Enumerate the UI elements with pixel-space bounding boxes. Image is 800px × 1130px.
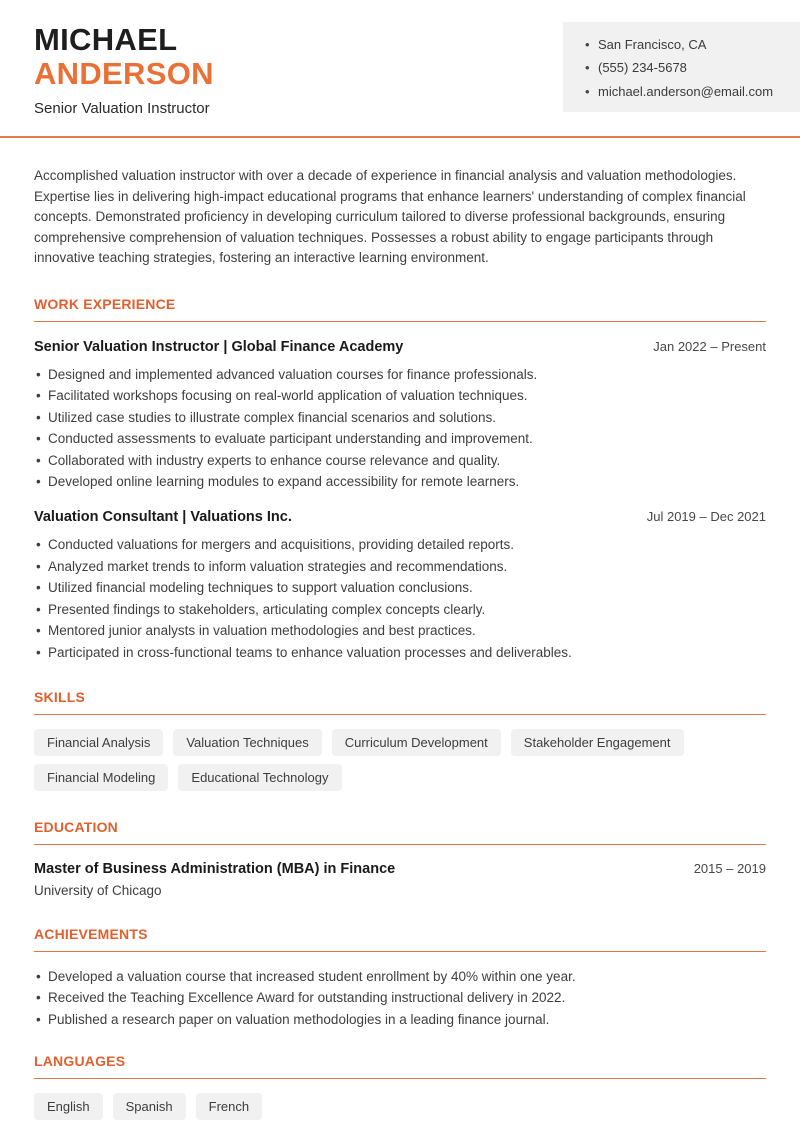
job-header bbox=[34, 339, 766, 355]
skill-tag: Curriculum Development bbox=[332, 729, 501, 756]
header-divider bbox=[0, 136, 800, 138]
language-tag: French bbox=[196, 1093, 262, 1120]
job-dates: Jan 2022 – Present bbox=[653, 338, 766, 354]
job-company: Valuations Inc. bbox=[190, 509, 292, 526]
achievement-bullet: • Received the Teaching Excellence Award for outstanding instructional delivery in 2022. bbox=[34, 989, 766, 1006]
job-bullet: • Conducted assessments to evaluate participant understanding and improvement. bbox=[34, 430, 766, 447]
section-title-work-experience: WORK EXPERIENCE bbox=[34, 296, 766, 322]
education-dates: 2015 – 2019 bbox=[693, 860, 766, 876]
contact-email bbox=[585, 80, 792, 103]
degree-title: Master of Business Administration (MBA) in Finance bbox=[34, 860, 396, 877]
achievement-bullet: • Developed a valuation course that increased student enrollment by 40% within one year. bbox=[34, 968, 766, 985]
job-bullet-list bbox=[34, 536, 766, 661]
contact-phone bbox=[585, 56, 792, 79]
job-bullet: • Facilitated workshops focusing on real-world application of valuation techniques. bbox=[34, 387, 766, 404]
skills-tag-list bbox=[34, 729, 766, 791]
skill-tag: Stakeholder Engagement bbox=[511, 729, 684, 756]
name-block bbox=[34, 23, 214, 117]
job-bullet: • Designed and implemented advanced valuation courses for finance professionals. bbox=[34, 366, 766, 383]
job-entry bbox=[34, 339, 766, 491]
job-dates: Jul 2019 – Dec 2021 bbox=[646, 509, 766, 525]
job-bullet: • Presented findings to stakeholders, articulating complex concepts clearly. bbox=[34, 601, 766, 618]
section-title-skills: SKILLS bbox=[34, 689, 766, 715]
job-bullet: • Collaborated with industry experts to enhance course relevance and quality. bbox=[34, 452, 766, 469]
contact-list bbox=[585, 33, 792, 103]
resume-header bbox=[0, 0, 800, 136]
pipe-separator: | bbox=[223, 338, 228, 355]
contact-panel bbox=[563, 22, 800, 112]
section-work-experience bbox=[34, 296, 766, 661]
education-header bbox=[34, 861, 766, 877]
job-bullet: • Conducted valuations for mergers and acquisitions, providing detailed reports. bbox=[34, 536, 766, 553]
section-languages bbox=[34, 1053, 766, 1120]
skill-tag: Valuation Techniques bbox=[173, 729, 321, 756]
contact-phone-text: (555) 234-5678 bbox=[598, 60, 687, 76]
resume-body bbox=[0, 166, 800, 1120]
job-bullet: • Mentored junior analysts in valuation methodologies and best practices. bbox=[34, 622, 766, 639]
languages-tag-list bbox=[34, 1093, 766, 1120]
skill-tag: Financial Modeling bbox=[34, 764, 168, 791]
section-education bbox=[34, 819, 766, 898]
achievements-bullet-list bbox=[34, 968, 766, 1028]
achievement-bullet: • Published a research paper on valuation methodologies in a leading finance journal. bbox=[34, 1011, 766, 1028]
section-skills bbox=[34, 689, 766, 791]
first-name: MICHAEL bbox=[34, 22, 178, 57]
job-bullet: • Participated in cross-functional teams to enhance valuation processes and deliverables. bbox=[34, 644, 766, 661]
job-header bbox=[34, 509, 766, 525]
section-title-languages: LANGUAGES bbox=[34, 1053, 766, 1079]
bullet-icon: • bbox=[585, 60, 590, 76]
skill-tag: Financial Analysis bbox=[34, 729, 163, 756]
language-tag: English bbox=[34, 1093, 103, 1120]
job-bullet: • Utilized case studies to illustrate complex financial scenarios and solutions. bbox=[34, 409, 766, 426]
summary-paragraph: Accomplished valuation instructor with over a decade of experience in financial analysis and valuation methodologies. Expertise lies in delivering high-impact educational programs that enhance learners' understanding of complex financial concepts. Demonstrated proficiency in developing curriculum tailored to diverse professional backgrounds, ensuring comprehensive comprehension of valuation techniques. Possesses a robust ability to engage participants through innovative teaching strategies, fostering an interactive learning environment. bbox=[34, 168, 746, 266]
job-company: Global Finance Academy bbox=[231, 338, 404, 355]
job-entry bbox=[34, 509, 766, 661]
bullet-icon: • bbox=[585, 37, 590, 52]
section-achievements bbox=[34, 926, 766, 1028]
skill-tag: Educational Technology bbox=[178, 764, 341, 791]
job-role: Senior Valuation Instructor bbox=[34, 338, 220, 355]
contact-location-text: San Francisco, CA bbox=[598, 37, 707, 52]
section-title-education: EDUCATION bbox=[34, 819, 766, 845]
header-job-title: Senior Valuation Instructor bbox=[34, 100, 210, 117]
language-tag: Spanish bbox=[113, 1093, 186, 1120]
contact-location bbox=[585, 33, 792, 56]
job-title-line bbox=[34, 509, 292, 525]
section-title-achievements: ACHIEVEMENTS bbox=[34, 926, 766, 952]
job-bullet: • Utilized financial modeling techniques to support valuation conclusions. bbox=[34, 579, 766, 596]
job-title-line bbox=[34, 339, 403, 355]
pipe-separator: | bbox=[182, 509, 187, 526]
job-bullet: • Analyzed market trends to inform valuation strategies and recommendations. bbox=[34, 558, 766, 575]
job-role: Valuation Consultant bbox=[34, 509, 179, 526]
job-bullet: • Developed online learning modules to expand accessibility for remote learners. bbox=[34, 473, 766, 490]
school-name: University of Chicago bbox=[34, 882, 162, 898]
contact-email-text: michael.anderson@email.com bbox=[598, 83, 774, 99]
bullet-icon: • bbox=[585, 83, 590, 99]
candidate-name bbox=[34, 23, 214, 91]
job-bullet-list bbox=[34, 366, 766, 491]
last-name: ANDERSON bbox=[34, 56, 214, 91]
